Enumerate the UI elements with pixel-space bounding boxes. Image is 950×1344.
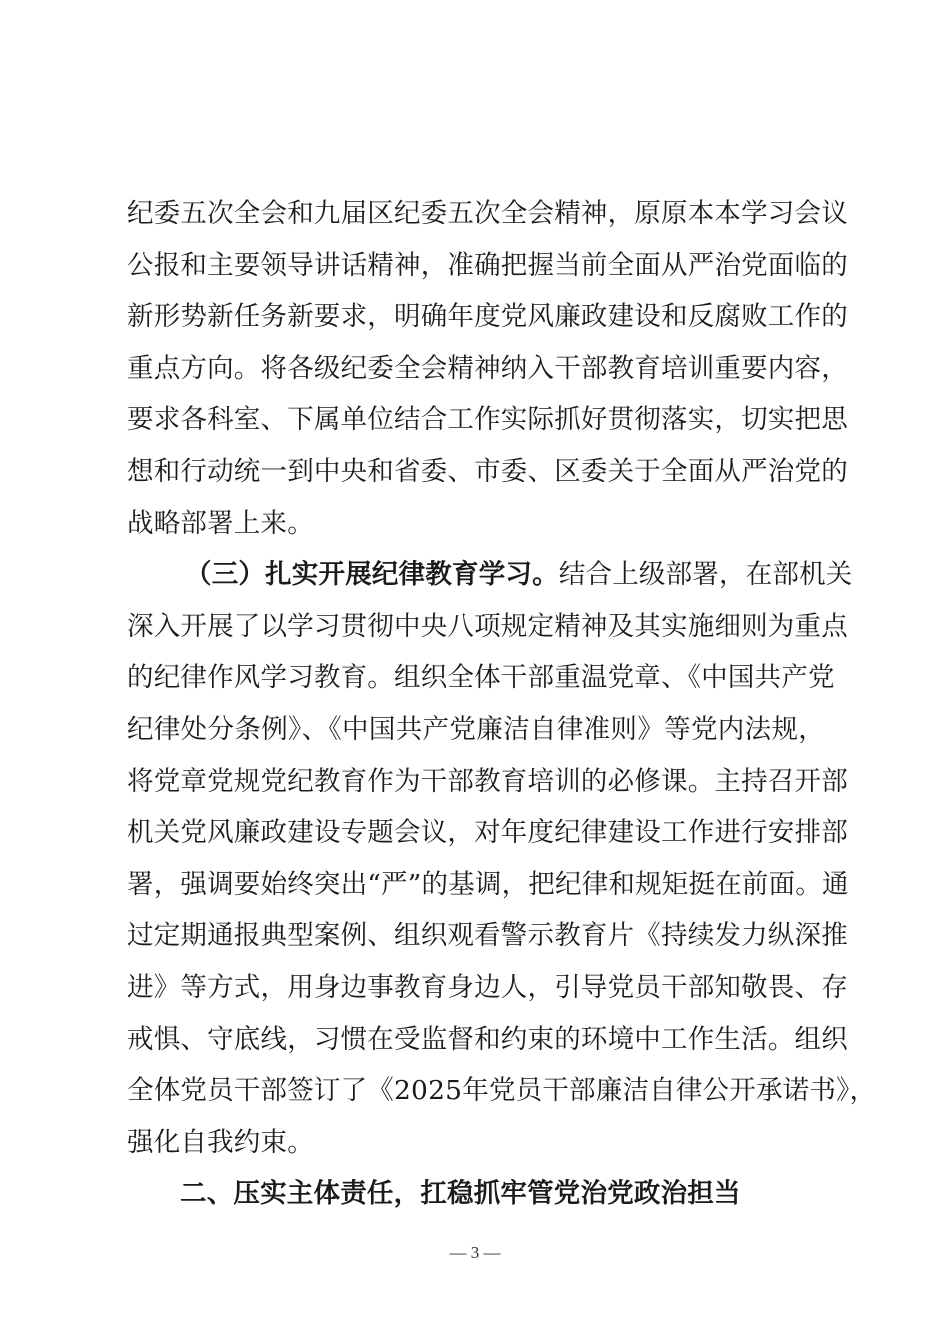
paragraph-line: 纪律处分条例》、《中国共产党廉洁自律准则》等党内法规， [127, 713, 825, 745]
paragraph-line: 过定期通报典型案例、组织观看警示教育片《持续发力纵深推 [127, 920, 848, 952]
section-3-first-line-text: 结合上级部署，在部机关 [558, 559, 853, 591]
paragraph-line: 要求各科室、下属单位结合工作实际抓好贯彻落实，切实把思 [127, 404, 848, 436]
paragraph-line: 公报和主要领导讲话精神，准确把握当前全面从严治党面临的 [127, 249, 848, 281]
paragraph-line: 的纪律作风学习教育。组织全体干部重温党章、《中国共产党 [127, 662, 835, 694]
paragraph-line: 署，强调要始终突出“严”的基调，把纪律和规矩挺在前面。通 [127, 868, 849, 900]
paragraph-line: 深入开展了以学习贯彻中央八项规定精神及其实施细则为重点 [127, 610, 848, 642]
section-heading: 二、压实主体责任，扛稳抓牢管党治党政治担当 [180, 1178, 741, 1210]
section-3-heading: （三）扎实开展纪律教育学习。 [185, 559, 559, 591]
paragraph-line: 全体党员干部签订了《2025年党员干部廉洁自律公开承诺书》， [127, 1075, 877, 1107]
paragraph-line: 战略部署上来。 [127, 507, 314, 539]
section-3-first-line [127, 549, 853, 601]
paragraph-line: 强化自我约束。 [127, 1126, 314, 1158]
paragraph-line: 重点方向。将各级纪委全会精神纳入干部教育培训重要内容， [127, 352, 848, 384]
paragraph-line: 新形势新任务新要求，明确年度党风廉政建设和反腐败工作的 [127, 301, 848, 333]
paragraph-line: 戒惧、守底线，习惯在受监督和约束的环境中工作生活。组织 [127, 1023, 848, 1055]
page-number: — 3 — [449, 1243, 501, 1262]
paragraph-line: 纪委五次全会和九届区纪委五次全会精神，原原本本学习会议 [127, 198, 848, 229]
paragraph-line: 想和行动统一到中央和省委、市委、区委关于全面从严治党的 [127, 455, 848, 487]
body-text [127, 188, 877, 1220]
paragraph-line: 将党章党规党纪教育作为干部教育培训的必修课。主持召开部 [127, 765, 848, 797]
paragraph-line: 进》等方式，用身边事教育身边人，引导党员干部知敬畏、存 [127, 971, 848, 1003]
paragraph-line: 机关党风廉政建设专题会议，对年度纪律建设工作进行安排部 [127, 817, 848, 849]
